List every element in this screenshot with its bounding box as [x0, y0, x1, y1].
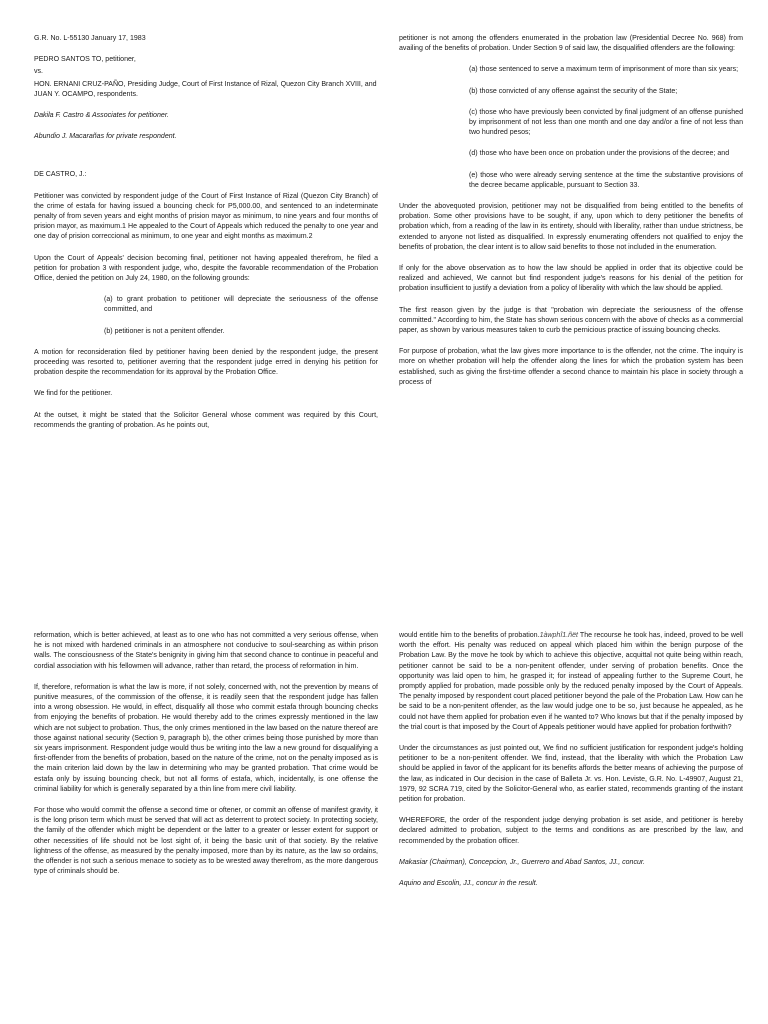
ground-a: (a) to grant probation to petitioner will depreciate the seriousness of the offense committed, and	[104, 296, 378, 314]
paragraph-start: would entitle him to the benefits of probation.	[399, 632, 540, 639]
petitioner-line: PEDRO SANTOS TO, petitioner,	[34, 56, 136, 64]
paragraph-rest: The recourse he took has, indeed, proved to be well worth the effort. His penalty was reduced on appeal which placed him within the benign purpose of the Probation Law. By the move he took by which to achieve this objective, acquittal not quite being within reach, petitioner cannot be said to be a non-penitent offender, under serving of probation benefits. Once the opportunity was laid open to him, he grasped it; for instead of appealing further to the Supreme Court, he promptly applied for probation, made possible only by the reduced penalty imposed by the Court of Appeals. The penalty imposed by respondent court placed petitioner beyond the pale of the Probation Law. How can he be said to be a non-penitent offender, as the law would judge one to be so, just because he appealed, as he could not have them applied for probation even if he wanted to? Who knows but that if the penalty imposed by the trial court is that imposed by the Court of Appeals petitioner would have applied for probation forthwith?	[399, 632, 743, 731]
disqualified-item-b: (b) those convicted of any offense against the security of the State;	[469, 87, 678, 95]
paragraph: For those who would commit the offense a second time or oftener, or commit an offense of manifest gravity, it is the long prison term which must be served that will act as deterrent to protect society. In protecting society, the family of the offender which might be dependent or the latter to a greater or lesser extent for support or other necessities of life should not be lost sight of, it being the basic unit of that society. By the relative lightness of the offense, as measured by the penalty imposed, more than by its nature, as the law so ordains, the offender is not such a serious menace to society as to be wrested away therefrom, as the more dangerous type of criminals should be.	[34, 807, 378, 876]
paragraph: petitioner is not among the offenders enumerated in the probation law (Presidential Decree No. 968) from availing of the benefits of probation. Under Section 9 of said law, the disqualified offenders are the following:	[399, 35, 743, 53]
paragraph: If only for the above observation as to how the law should be applied in order that its objective could be realized and achieved, We cannot but find respondent judge's reasons for his denial of the petition for probation insufficient to justify a deviation from a policy of liberality with which the law should be applied.	[399, 265, 743, 293]
respondents-line: HON. ERNANI CRUZ-PAÑO, Presiding Judge, Court of First Instance of Rizal, Quezon City Branch XVIII, and JUAN Y. OCAMPO, respondents.	[34, 80, 377, 98]
case-number: G.R. No. L-55130 January 17, 1983	[34, 35, 146, 42]
paragraph: WHEREFORE, the order of the respondent judge denying probation is set aside, and petitioner is hereby declared admitted to probation, subject to the terms and conditions as are prescribed by the law, and recommended by the probation officer.	[399, 817, 743, 845]
paragraph: Upon the Court of Appeals' decision becoming final, petitioner not having appealed therefrom, he filed a petition for probation 3 with respondent judge, who, despite the favorable recommendation of the Probation Office, denied the petition on July 24, 1980, on the following grounds:	[34, 254, 378, 283]
paragraph: Petitioner was convicted by respondent judge of the Court of First Instance of Rizal (Quezon City Branch) of the crime of estafa for having issued a bouncing check for P5,000.00, and sentenced to an indeterminate penalty of from seven years and eight months of prision mayor as minimum, to nine years and four months of prision mayor, as maximum.1 He appealed to the Court of Appeals which reduced the penalty to one year and one day of prision correccional as minimum, to one year and eight months as maximum.2	[34, 192, 378, 241]
versus-line: vs.	[34, 68, 44, 76]
ground-b: (b) petitioner is not a penitent offender.	[104, 327, 225, 335]
watermark-text: 1àwphî1.ñët	[539, 632, 578, 639]
paragraph: At the outset, it might be stated that the Solicitor General whose comment was required by this Court, recommends the granting of probation. As he points out,	[34, 411, 378, 429]
paragraph: We find for the petitioner.	[34, 390, 113, 398]
paragraph: A motion for reconsideration filed by petitioner having been denied by the respondent judge, the present proceeding was resorted to, petitioner averring that the respondent judge erred in denying his petition for probation despite the recommendation for its approval by the Probation Office.	[34, 348, 378, 377]
paragraph: Under the abovequoted provision, petitioner may not be disqualified from being entitled to the benefits of probation. Some other provisions have to be sought, if any, upon which to deny petitioner the benefits of probation which, from a reading of the law in its entirety, should with liberality, rather than undue strictness, be extended to anyone not listed as disqualified. In expressly enumerating offenders not qualified to enjoy the benefits of probation, the clear intent is to allow said benefits to those not included in the enumeration.	[399, 203, 743, 251]
disqualified-item-a: (a) those sentenced to serve a maximum term of imprisonment of more than six years;	[469, 66, 739, 74]
paragraph: The first reason given by the judge is that "probation win depreciate the seriousness of the offense committed." According to him, the State has shown serious concern with the above of checks as a commercial paper, as shown by various measures taken to curb the pernicious practice of issuing bouncing checks.	[399, 306, 743, 335]
page2-right-column	[399, 631, 743, 900]
page1-right-column	[399, 34, 743, 399]
counsel-respondent: Abundio J. Macarañas for private respondent.	[34, 133, 177, 141]
concurrence-result: Aquino and Escolin, JJ., concur in the result.	[399, 880, 538, 888]
page2-left-column	[34, 631, 378, 888]
paragraph: reformation, which is better achieved, at least as to one who has not committed a very serious offense, when he is not mixed with hardened criminals in an atmosphere not conducive to soul-searching as within prison walls. The consciousness of the State's benignity in giving him that second chance to continue in peaceful and cordial association with his fellowmen will advance, rather than retard, the process of reformation in him.	[34, 632, 378, 670]
concurrence: Makasiar (Chairman), Concepcion, Jr., Guerrero and Abad Santos, JJ., concur.	[399, 858, 645, 866]
disqualified-item-e: (e) those who were already serving sentence at the time the substantive provisions of the decree became applicable, pursuant to Section 33.	[469, 171, 743, 189]
counsel-petitioner: Dakila F. Castro & Associates for petitioner.	[34, 112, 169, 120]
paragraph: For purpose of probation, what the law gives more importance to is the offender, not the crime. The inquiry is more on whether probation will help the offender along the lines for which the probation system has been established, such as giving the first-time offender a second chance to maintain his place in society through a process of	[399, 348, 743, 386]
ponente: DE CASTRO, J.:	[34, 171, 87, 179]
paragraph: Under the circumstances as just pointed out, We find no sufficient justification for respondent judge's holding petitioner to be a non-penitent offender. We find, instead, that the liberality with which the Probation Law should be applied in favor of the applicant for its benefits affords the better means of achieving the purpose of the law, as indicated in Our decision in the case of Balleta Jr. vs. Hon. Leviste, G.R. No. L-49907, August 21, 1979, 92 SCRA 719, cited by the Solicitor-General who, as earlier stated, recommends granting of the instant petition for probation.	[399, 745, 743, 804]
paragraph	[399, 631, 743, 733]
disqualified-item-d: (d) those who have been once on probation under the provisions of the decree; and	[469, 150, 730, 158]
disqualified-item-c: (c) those who have previously been convicted by final judgment of an offense punished by imprisonment of not less than one month and one day and/or a fine of not less than two hundred pesos;	[469, 108, 743, 137]
page1-left-column	[34, 34, 378, 442]
paragraph: If, therefore, reformation is what the law is more, if not solely, concerned with, not the prevention by means of punitive measures, of the commission of the offense, it is readily seen that the respondent judge has fallen into a wrong obsession. He would, in effect, disqualify all those who commit estafa through bouncing checks from enjoying the benefits of probation. He would thereby add to the crimes expressly mentioned in the law which are not subject to probation. Thus, the only crimes mentioned in the law based on the nature thereof are those against national security (Section 9, paragraph b), the other crimes being those punished by more than six years imprisonment. Respondent judge would thus be writing into the law a new ground for disqualifying a first-offender from the benefits of probation, based on the nature of the crime, not on the penalty imposed as is the main criterion laid down by the law in determining who may be granted probation. That crime would be estafa only by issuing bouncing check, but not all forms of estafa, which, incidentally, is one offense the criminal liability for which is generally separated by a thin line from mere civil liability.	[34, 683, 378, 793]
